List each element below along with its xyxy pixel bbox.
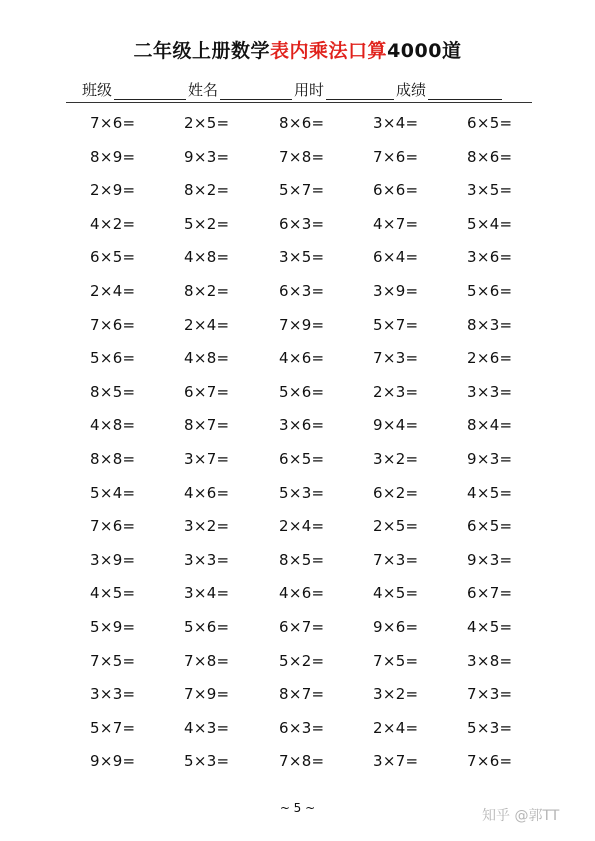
problem-item: 7×5= bbox=[90, 651, 136, 670]
problem-row bbox=[0, 316, 595, 350]
problem-item: 5×3= bbox=[279, 483, 325, 502]
problem-item: 3×3= bbox=[467, 382, 513, 401]
time-blank bbox=[326, 84, 394, 100]
problem-item: 3×4= bbox=[184, 584, 230, 603]
problem-item: 8×2= bbox=[184, 181, 230, 200]
problem-item: 3×4= bbox=[373, 114, 419, 132]
problem-item: 4×5= bbox=[373, 584, 419, 603]
problem-item: 9×6= bbox=[373, 617, 419, 636]
problem-item: 8×2= bbox=[184, 281, 230, 300]
problem-item: 4×5= bbox=[467, 483, 513, 502]
problem-item: 5×7= bbox=[279, 181, 325, 200]
problem-item: 2×4= bbox=[184, 315, 230, 334]
problem-item: 5×6= bbox=[90, 349, 136, 368]
problem-row bbox=[0, 752, 595, 786]
problem-item: 2×3= bbox=[373, 382, 419, 401]
problem-item: 6×5= bbox=[467, 114, 513, 132]
problem-row bbox=[0, 282, 595, 316]
problem-item: 8×4= bbox=[467, 416, 513, 435]
problem-item: 4×6= bbox=[279, 584, 325, 603]
problem-item: 7×6= bbox=[90, 315, 136, 334]
problem-item: 8×9= bbox=[90, 147, 136, 166]
problem-item: 4×2= bbox=[90, 214, 136, 233]
problem-item: 5×2= bbox=[184, 214, 230, 233]
problem-row bbox=[0, 685, 595, 719]
problem-item: 6×3= bbox=[279, 718, 325, 737]
problem-row bbox=[0, 215, 595, 249]
problem-item: 6×2= bbox=[373, 483, 419, 502]
problem-item: 9×9= bbox=[90, 752, 136, 771]
problem-item: 5×4= bbox=[467, 214, 513, 233]
problem-item: 7×5= bbox=[373, 651, 419, 670]
problem-item: 4×8= bbox=[184, 248, 230, 267]
problem-item: 4×6= bbox=[184, 483, 230, 502]
problem-item: 5×9= bbox=[90, 617, 136, 636]
watermark: 知乎 @郭TT bbox=[482, 808, 560, 824]
problem-item: 8×7= bbox=[279, 685, 325, 704]
score-label: 成绩 bbox=[396, 81, 427, 99]
problem-row bbox=[0, 416, 595, 450]
problem-item: 6×7= bbox=[184, 382, 230, 401]
problem-item: 5×6= bbox=[467, 281, 513, 300]
time-label: 用时 bbox=[294, 81, 325, 99]
problem-grid bbox=[0, 114, 595, 786]
problem-item: 3×6= bbox=[467, 248, 513, 267]
problem-item: 5×7= bbox=[373, 315, 419, 334]
problem-item: 6×3= bbox=[279, 281, 325, 300]
problem-item: 5×7= bbox=[90, 718, 136, 737]
problem-item: 6×7= bbox=[467, 584, 513, 603]
problem-item: 4×3= bbox=[184, 718, 230, 737]
problem-row bbox=[0, 114, 595, 148]
problem-item: 3×2= bbox=[184, 517, 230, 536]
problem-row bbox=[0, 383, 595, 417]
score-blank bbox=[428, 84, 502, 100]
problem-item: 7×8= bbox=[279, 147, 325, 166]
problem-item: 5×2= bbox=[279, 651, 325, 670]
problem-item: 2×5= bbox=[373, 517, 419, 536]
problem-item: 8×5= bbox=[279, 550, 325, 569]
problem-item: 3×5= bbox=[467, 181, 513, 200]
problem-item: 3×2= bbox=[373, 685, 419, 704]
problem-item: 8×3= bbox=[467, 315, 513, 334]
name-blank bbox=[220, 84, 292, 100]
page-number: ~ 5 ~ bbox=[279, 801, 316, 815]
problem-item: 5×4= bbox=[90, 483, 136, 502]
problem-item: 6×3= bbox=[279, 214, 325, 233]
problem-item: 5×6= bbox=[279, 382, 325, 401]
problem-item: 3×9= bbox=[373, 281, 419, 300]
problem-item: 2×9= bbox=[90, 181, 136, 200]
problem-item: 3×2= bbox=[373, 449, 419, 468]
problem-item: 2×4= bbox=[279, 517, 325, 536]
title-highlight: 表内乘法口算 bbox=[270, 40, 388, 62]
problem-item: 4×8= bbox=[184, 349, 230, 368]
problem-item: 7×6= bbox=[373, 147, 419, 166]
problem-item: 4×7= bbox=[373, 214, 419, 233]
problem-item: 7×6= bbox=[90, 114, 136, 132]
problem-item: 6×5= bbox=[279, 449, 325, 468]
problem-item: 8×5= bbox=[90, 382, 136, 401]
problem-item: 3×5= bbox=[279, 248, 325, 267]
problem-item: 2×4= bbox=[373, 718, 419, 737]
title-prefix: 二年级上册数学 bbox=[133, 40, 271, 62]
problem-item: 7×9= bbox=[184, 685, 230, 704]
problem-item: 7×8= bbox=[184, 651, 230, 670]
problem-item: 8×7= bbox=[184, 416, 230, 435]
header-rule bbox=[66, 102, 532, 103]
problem-row bbox=[0, 484, 595, 518]
problem-item: 8×6= bbox=[467, 147, 513, 166]
problem-item: 8×8= bbox=[90, 449, 136, 468]
problem-item: 5×3= bbox=[467, 718, 513, 737]
problem-row bbox=[0, 148, 595, 182]
problem-item: 3×3= bbox=[90, 685, 136, 704]
problem-item: 9×3= bbox=[467, 449, 513, 468]
problem-item: 2×5= bbox=[184, 114, 230, 132]
class-label: 班级 bbox=[82, 81, 113, 99]
problem-row bbox=[0, 181, 595, 215]
problem-item: 7×9= bbox=[279, 315, 325, 334]
problem-item: 6×5= bbox=[467, 517, 513, 536]
problem-row bbox=[0, 551, 595, 585]
worksheet-title bbox=[0, 36, 595, 63]
problem-item: 4×5= bbox=[467, 617, 513, 636]
title-suffix: 4000道 bbox=[387, 40, 462, 62]
problem-row bbox=[0, 719, 595, 753]
problem-item: 3×6= bbox=[279, 416, 325, 435]
name-label: 姓名 bbox=[188, 81, 219, 99]
class-blank bbox=[114, 84, 186, 100]
problem-row bbox=[0, 349, 595, 383]
problem-item: 3×3= bbox=[184, 550, 230, 569]
problem-item: 9×3= bbox=[184, 147, 230, 166]
problem-item: 2×6= bbox=[467, 349, 513, 368]
problem-row bbox=[0, 584, 595, 618]
problem-item: 9×4= bbox=[373, 416, 419, 435]
problem-item: 7×8= bbox=[279, 752, 325, 771]
problem-item: 6×6= bbox=[373, 181, 419, 200]
problem-item: 7×3= bbox=[373, 349, 419, 368]
problem-item: 6×4= bbox=[373, 248, 419, 267]
problem-item: 4×5= bbox=[90, 584, 136, 603]
problem-item: 4×8= bbox=[90, 416, 136, 435]
problem-item: 7×6= bbox=[90, 517, 136, 536]
problem-row bbox=[0, 450, 595, 484]
problem-item: 3×7= bbox=[373, 752, 419, 771]
problem-item: 5×3= bbox=[184, 752, 230, 771]
problem-item: 3×8= bbox=[467, 651, 513, 670]
problem-item: 7×3= bbox=[373, 550, 419, 569]
problem-item: 2×4= bbox=[90, 281, 136, 300]
problem-item: 8×6= bbox=[279, 114, 325, 132]
problem-item: 6×5= bbox=[90, 248, 136, 267]
problem-item: 5×6= bbox=[184, 617, 230, 636]
problem-row bbox=[0, 248, 595, 282]
problem-row bbox=[0, 517, 595, 551]
problem-item: 6×7= bbox=[279, 617, 325, 636]
problem-item: 7×6= bbox=[467, 752, 513, 771]
problem-item: 9×3= bbox=[467, 550, 513, 569]
problem-item: 3×9= bbox=[90, 550, 136, 569]
problem-item: 4×6= bbox=[279, 349, 325, 368]
problem-item: 3×7= bbox=[184, 449, 230, 468]
problem-row bbox=[0, 618, 595, 652]
problem-row bbox=[0, 652, 595, 686]
problem-item: 7×3= bbox=[467, 685, 513, 704]
student-info-header bbox=[82, 78, 532, 100]
